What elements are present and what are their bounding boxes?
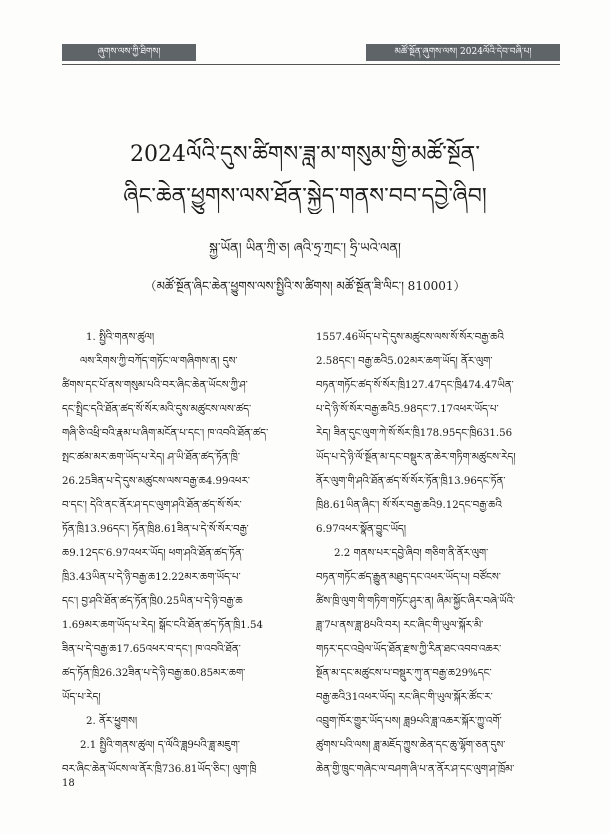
- body-text-line: པ་དེ་ཉི་སོ་སོར་བརྒྱ་ཆའི5.98དང་7.17འཕར་ཡོད་པ་: [316, 404, 499, 415]
- body-text-line: སྤང་ཚམ་མར་ཆག་ཡོད་པ་རེད། ཤ་ཡི་ཐོན་ཚད་ཏོན་ཁྲི་: [62, 452, 240, 463]
- body-text-line: འབྲུག་ཁོར་གྱུར་ཡོད་པས། ཟླ9པའི་ཟླ་འཆར་སྐོར་ཀྱུ་འགོ་: [316, 716, 502, 727]
- body-text-line: ཚད་ཏོན་ཁྲི26.32ཟིན་པ་དེ་ཉི་བརྒྱ་ཆ0.85མར་ཆག་: [62, 668, 246, 679]
- body-text-line: 2.1 སྤྱིའི་གནས་ཚུལ། ད་ལོའི་ཟླ9པའི་ཟླ་མཇུག་: [80, 740, 240, 751]
- header-divider: [62, 64, 560, 65]
- body-text-line: བ་དང་། དེའི་ནང་ནོར་ཤ་དང་ལུག་ཤའི་ཐོན་ཚད་སོ་སོར་: [62, 500, 242, 511]
- body-text-line: ཆེན་གྱི་ཁྲུང་གཞེང་ལ་བཤག་ཞི་པ་ན་ནོར་ཤ་དང་ལུག་ཤ་ཁྲོམ་: [316, 764, 515, 775]
- body-text-line: ཡོད་པ་རེད།: [62, 692, 101, 703]
- section-heading: 1. སྤྱིའི་གནས་ཚུལ།: [86, 332, 155, 343]
- body-text-line: ཡོད་པ་དེ་ཉི་ལོ་སྔོན་མ་དང་བསྡུར་ན་ཆེར་གཏིག་མཚུངས་རེད།: [316, 452, 516, 463]
- body-text-line: བཏན་གཏོང་ཚད་སོ་སོར་ཁྲི127.47དང་ཁྲི474.47ཡིན་: [316, 380, 514, 391]
- running-header-right: མཚོ་སྔོན་ཞུགས་ལས། 2024ལོའི་དེབ་བཞི་པ།: [366, 44, 560, 61]
- body-text-line: 6.97འཕར་སྣོན་བྱུང་ཡོད།: [316, 524, 407, 535]
- author-byline: སྐྱ་ཡོན། ཡིན་ཀྲི་ཅ། ཞའི་ཧྲ་ཀྲང་། ཧྲི་ཡའེ་ལན།: [209, 241, 401, 256]
- body-text-line: ནོར་ལུག་གི་ཤའི་ཐོན་ཚད་སོ་སོར་ཏོན་ཁྲི13.96དང་ཏོན་: [316, 476, 506, 487]
- body-text-line: དང་། བྱ་ཤའི་ཐོན་ཚད་ཏོན་ཁྲི0.25ཡིན་པ་དེ་ཉི་བརྒྱ་ཆ: [62, 596, 243, 607]
- body-text-line: དང་སྤྲིང་དའི་ཐོན་ཚད་སོ་སོར་མའི་དུས་མཚུངས་ལས་ཚད་: [62, 404, 252, 415]
- body-text-line: 1.69མར་ཆག་ཡོད་པ་རེད། སྒོང་ངའི་ཐོན་ཚད་ཏོན་ཁྲི1.54: [62, 620, 263, 631]
- body-text-line: ཁྲི8.61ཡིན་ཞིང་། སོ་སོར་བརྒྱ་ཆའི9.12དང་བརྒྱ་ཆའི: [316, 500, 502, 511]
- author-affiliation: （མཚོ་སྔོན་ཞིང་ཆེན་ཕྱུགས་ལས་སྤྱིའི་ས་ཚིགས། མཚོ་སྔོན་ཟི་ལིང་། 810001）: [144, 279, 466, 293]
- body-text-line: གཏར་དང་འབྲེལ་ཡོད་ཐོན་རྫས་ཀྱི་རིན་ཐང་འབབ་འཆར་: [316, 644, 502, 655]
- body-text-line: གཞི་ཅི་འཕྲི་བའི་རྣམ་པ་ཞིག་མངོན་པ་དང་། ཁ་འབའི་ཐོན་ཚད་: [62, 428, 269, 439]
- left-column: [62, 326, 306, 782]
- body-text-line: ཟིན་པ་དེ་བརྒྱ་ཆ17.65འཕར་བ་དང་། ཁ་འབའི་ཐོན་: [62, 644, 241, 655]
- body-text-line: 1557.46ཡོད་པ་དེ་དུས་མཚུངས་ལས་སོ་སོར་བརྒྱ་ཆའི: [316, 332, 504, 343]
- body-text-line: 2.58དང་། བརྒྱ་ཆའི5.02མར་ཆག་ཡོད། ནོར་ལུག་: [316, 356, 493, 367]
- body-text-line: ཏོན་ཁྲི13.96དང་། ཏོན་ཁྲི8.61ཟིན་པ་དེ་སོ་སོར་བརྒྱ་: [62, 524, 249, 535]
- body-text-line: ཚིགས་དང་པོ་ནས་གསུམ་པའི་བར་ཞིང་ཆེན་ཡོངས་ཀྱི་ཤ་: [62, 380, 248, 391]
- right-column: [316, 326, 560, 782]
- body-text-line: ཚུགས་པའི་ལས། ཟླ་མཇོད་ཀྱུས་ཆེན་དང་ཆུ་ལྷོག་ཅན་དུས་: [316, 740, 506, 751]
- article-title-line-2: ཞིང་ཆེན་ཕྱུགས་ལས་ཐོན་སྐྱེད་གནས་བབ་དབྱེ་ཞིབ།: [123, 184, 487, 209]
- body-text-line: 26.25ཟིན་པ་དེ་དུས་མཚུངས་ལས་བརྒྱ་ཆ4.99འཕར་: [62, 476, 250, 487]
- running-header-left: ཞུགས་ལས་ཀྱི་ཐིགས།: [62, 44, 196, 61]
- body-text-line: ལས་རིགས་ཀྱི་བཀོད་གཏོང་ལ་གཞིགས་ན། དུས་: [80, 356, 238, 367]
- body-text-line: སྔོན་མ་དང་མཚུངས་པ་བསྡུར་ཀུ་ན་བརྒྱ་ཆ29%དང་: [316, 668, 492, 679]
- body-text-line: རེད། ཟིན་དུང་ལུག་ཀེ་སོ་སོར་ཁྲི178.95དང་ཁྲི631.56: [316, 428, 513, 439]
- body-text-line: ཚིས་ཁྲི་ལུག་གི་གཏིག་གཏོང་ཤུར་ན། ཞིམ་སྐྱོང་ཞིར་བཞེ་ཡོའི་: [316, 596, 516, 607]
- body-text-line: བརྒྱ་ཆའི31འཕར་ཡོད། རང་ཞིང་གི་ཡུལ་སྐོར་ཚོང་ར་: [316, 692, 493, 703]
- body-text-line: ཟླ་7པ་ནས་ཟླ་8པའི་བར། རང་ཞིང་གི་ཡུལ་སྐོར་མི་: [316, 620, 484, 631]
- section-heading: 2. ནོར་ཕྱུགས།: [86, 716, 138, 727]
- body-text-line: བར་ཞིང་ཆེན་ཡོངས་ལ་ནོར་ཁྲི736.81ཡོད་ཅིང་། ལུག་ཁྲི: [62, 764, 257, 775]
- body-text-line: ཁྲི3.43ཡིན་པ་དེ་ཉི་བརྒྱ་ཆ12.22མར་ཆག་ཡོད་པ་: [62, 572, 241, 583]
- body-text-line: བཏན་གཏོང་ཚད་རྒྱུན་མཐུད་དང་འཕར་ཡོད་པ། བཙོངས་: [316, 572, 501, 583]
- body-text-line: ཆ9.12དང་6.97འཕར་ཡོད། ཕག་ཤའི་ཐོན་ཚད་ཏོན་: [62, 548, 244, 559]
- body-text-line: 2.2 གནས་པར་དབྱེ་ཞིབ། གཅིག་ནི་ནོར་ལུག་: [334, 548, 489, 559]
- page-number: 18: [62, 778, 75, 789]
- article-title-line-1: 2024ལོའི་དུས་ཚིགས་ཟླ་མ་གསུམ་གྱི་མཚོ་སྔོན་: [130, 142, 480, 167]
